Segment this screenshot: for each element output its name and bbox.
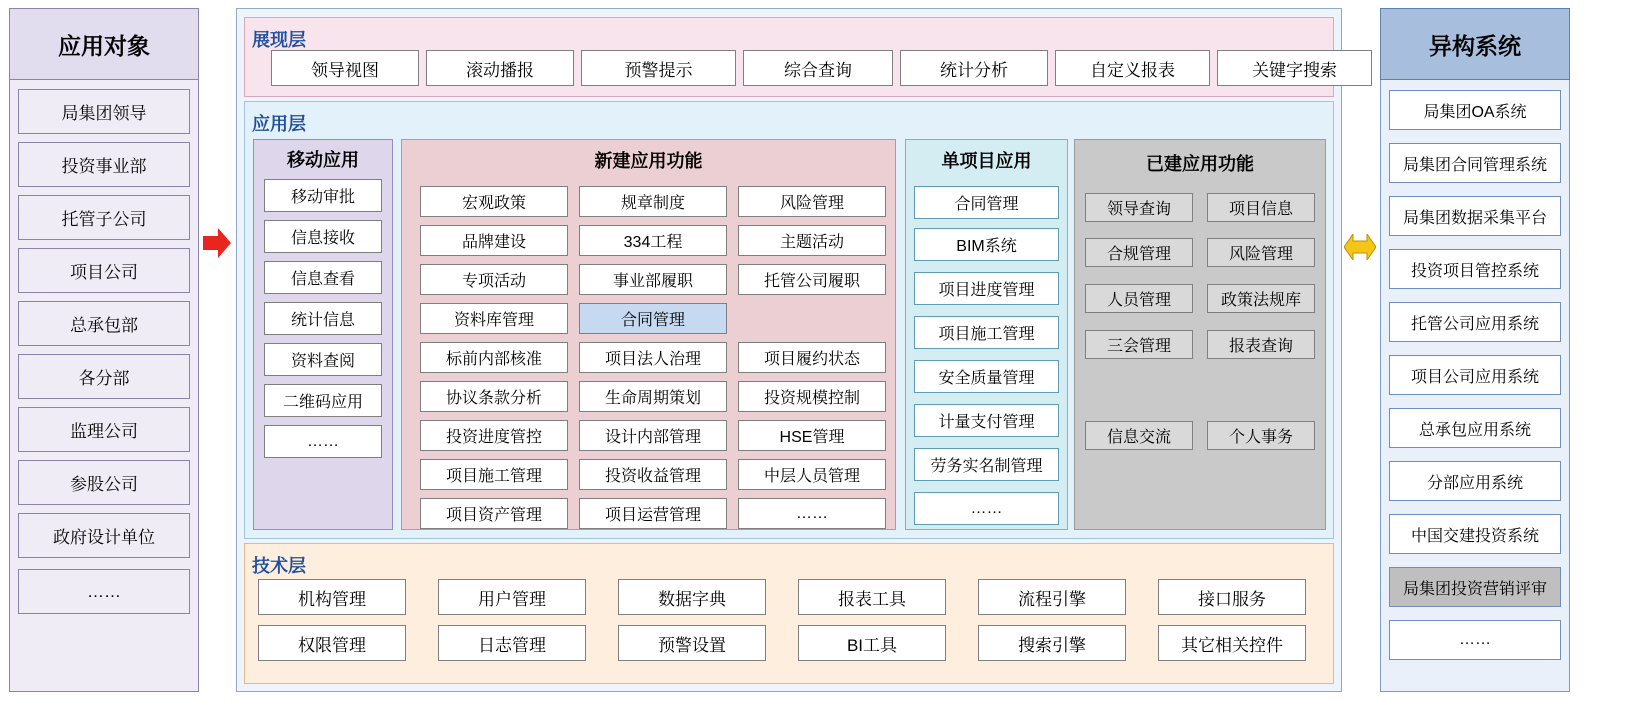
new-app-c2-1[interactable]: 334工程: [579, 225, 727, 256]
right-item-9[interactable]: 局集团投资营销评审: [1389, 567, 1561, 607]
left-item-0[interactable]: 局集团领导: [18, 89, 190, 134]
presentation-item-5[interactable]: 自定义报表: [1055, 50, 1210, 86]
left-item-9[interactable]: ……: [18, 569, 190, 614]
new-app-c3-6[interactable]: 中层人员管理: [738, 459, 886, 490]
mobile-item-0[interactable]: 移动审批: [264, 179, 382, 212]
built-app-c1-2[interactable]: 人员管理: [1085, 284, 1193, 313]
single-project-item-3[interactable]: 项目施工管理: [914, 316, 1059, 349]
new-app-c2-5[interactable]: 生命周期策划: [579, 381, 727, 412]
tech-r1-1[interactable]: 用户管理: [438, 579, 586, 615]
yellow-double-arrow-icon: [1344, 234, 1376, 260]
built-app-c2-2[interactable]: 政策法规库: [1207, 284, 1315, 313]
heterogeneous-systems-title: 异构系统: [1380, 8, 1570, 80]
single-project-item-6[interactable]: 劳务实名制管理: [914, 448, 1059, 481]
built-app-c2-3[interactable]: 报表查询: [1207, 330, 1315, 359]
left-item-6[interactable]: 监理公司: [18, 407, 190, 452]
right-item-8[interactable]: 中国交建投资系统: [1389, 514, 1561, 554]
built-app-bottom-1[interactable]: 个人事务: [1207, 421, 1315, 450]
new-app-c1-7[interactable]: 项目施工管理: [420, 459, 568, 490]
mobile-item-4[interactable]: 资料查阅: [264, 343, 382, 376]
new-apps-title: 新建应用功能: [594, 151, 703, 171]
left-item-3[interactable]: 项目公司: [18, 248, 190, 293]
tech-r2-4[interactable]: 搜索引擎: [978, 625, 1126, 661]
right-item-0[interactable]: 局集团OA系统: [1389, 90, 1561, 130]
right-item-5[interactable]: 项目公司应用系统: [1389, 355, 1561, 395]
new-app-c1-2[interactable]: 专项活动: [420, 264, 568, 295]
application-objects-title: 应用对象: [9, 8, 199, 80]
built-apps-title: 已建应用功能: [1146, 154, 1254, 174]
tech-r2-0[interactable]: 权限管理: [258, 625, 406, 661]
tech-r1-0[interactable]: 机构管理: [258, 579, 406, 615]
new-app-c2-8[interactable]: 项目运营管理: [579, 498, 727, 529]
new-app-c1-3[interactable]: 资料库管理: [420, 303, 568, 334]
right-item-6[interactable]: 总承包应用系统: [1389, 408, 1561, 448]
left-item-1[interactable]: 投资事业部: [18, 142, 190, 187]
application-layer-title: 应用层: [252, 114, 306, 134]
presentation-item-1[interactable]: 滚动播报: [426, 50, 574, 86]
built-app-c2-1[interactable]: 风险管理: [1207, 238, 1315, 267]
new-app-c1-1[interactable]: 品牌建设: [420, 225, 568, 256]
new-app-c2-3[interactable]: 合同管理: [579, 303, 727, 334]
built-app-c1-3[interactable]: 三会管理: [1085, 330, 1193, 359]
mobile-item-1[interactable]: 信息接收: [264, 220, 382, 253]
single-project-item-1[interactable]: BIM系统: [914, 228, 1059, 261]
left-item-2[interactable]: 托管子公司: [18, 195, 190, 240]
new-app-c1-0[interactable]: 宏观政策: [420, 186, 568, 217]
single-project-item-4[interactable]: 安全质量管理: [914, 360, 1059, 393]
new-app-c3-1[interactable]: 主题活动: [738, 225, 886, 256]
mobile-item-3[interactable]: 统计信息: [264, 302, 382, 335]
new-app-c2-2[interactable]: 事业部履职: [579, 264, 727, 295]
single-project-item-5[interactable]: 计量支付管理: [914, 404, 1059, 437]
left-item-8[interactable]: 政府设计单位: [18, 513, 190, 558]
technology-layer-title: 技术层: [252, 556, 306, 576]
right-item-2[interactable]: 局集团数据采集平台: [1389, 196, 1561, 236]
left-item-7[interactable]: 参股公司: [18, 460, 190, 505]
left-item-4[interactable]: 总承包部: [18, 301, 190, 346]
new-app-c1-5[interactable]: 协议条款分析: [420, 381, 568, 412]
built-app-c2-0[interactable]: 项目信息: [1207, 193, 1315, 222]
tech-r1-3[interactable]: 报表工具: [798, 579, 946, 615]
built-app-c1-0[interactable]: 领导查询: [1085, 193, 1193, 222]
tech-r1-2[interactable]: 数据字典: [618, 579, 766, 615]
new-app-c3-7[interactable]: ……: [738, 498, 886, 529]
tech-r2-2[interactable]: 预警设置: [618, 625, 766, 661]
presentation-item-4[interactable]: 统计分析: [900, 50, 1048, 86]
mobile-item-2[interactable]: 信息查看: [264, 261, 382, 294]
right-item-10[interactable]: ……: [1389, 620, 1561, 660]
presentation-item-3[interactable]: 综合查询: [743, 50, 893, 86]
new-app-c3-2[interactable]: 托管公司履职: [738, 264, 886, 295]
presentation-layer-title: 展现层: [252, 30, 306, 50]
presentation-item-0[interactable]: 领导视图: [271, 50, 419, 86]
single-project-item-2[interactable]: 项目进度管理: [914, 272, 1059, 305]
red-arrow-icon: [203, 228, 231, 258]
presentation-item-6[interactable]: 关键字搜索: [1217, 50, 1372, 86]
new-app-c1-6[interactable]: 投资进度管控: [420, 420, 568, 451]
new-app-c2-0[interactable]: 规章制度: [579, 186, 727, 217]
left-item-5[interactable]: 各分部: [18, 354, 190, 399]
tech-r1-5[interactable]: 接口服务: [1158, 579, 1306, 615]
tech-r2-1[interactable]: 日志管理: [438, 625, 586, 661]
mobile-apps-title: 移动应用: [287, 150, 359, 170]
single-project-item-7[interactable]: ……: [914, 492, 1059, 525]
right-item-1[interactable]: 局集团合同管理系统: [1389, 143, 1561, 183]
new-app-c2-7[interactable]: 投资收益管理: [579, 459, 727, 490]
built-app-bottom-0[interactable]: 信息交流: [1085, 421, 1193, 450]
presentation-item-2[interactable]: 预警提示: [581, 50, 736, 86]
new-app-c1-8[interactable]: 项目资产管理: [420, 498, 568, 529]
tech-r2-3[interactable]: BI工具: [798, 625, 946, 661]
new-app-c3-5[interactable]: HSE管理: [738, 420, 886, 451]
new-app-c3-3[interactable]: 项目履约状态: [738, 342, 886, 373]
built-app-c1-1[interactable]: 合规管理: [1085, 238, 1193, 267]
single-project-title: 单项目应用: [941, 151, 1032, 171]
single-project-item-0[interactable]: 合同管理: [914, 186, 1059, 219]
new-app-c3-4[interactable]: 投资规模控制: [738, 381, 886, 412]
new-app-c2-6[interactable]: 设计内部管理: [579, 420, 727, 451]
new-app-c1-4[interactable]: 标前内部核准: [420, 342, 568, 373]
mobile-item-6[interactable]: ……: [264, 425, 382, 458]
right-item-3[interactable]: 投资项目管控系统: [1389, 249, 1561, 289]
tech-r2-5[interactable]: 其它相关控件: [1158, 625, 1306, 661]
new-app-c2-4[interactable]: 项目法人治理: [579, 342, 727, 373]
new-app-c3-0[interactable]: 风险管理: [738, 186, 886, 217]
mobile-item-5[interactable]: 二维码应用: [264, 384, 382, 417]
right-item-7[interactable]: 分部应用系统: [1389, 461, 1561, 501]
tech-r1-4[interactable]: 流程引擎: [978, 579, 1126, 615]
right-item-4[interactable]: 托管公司应用系统: [1389, 302, 1561, 342]
